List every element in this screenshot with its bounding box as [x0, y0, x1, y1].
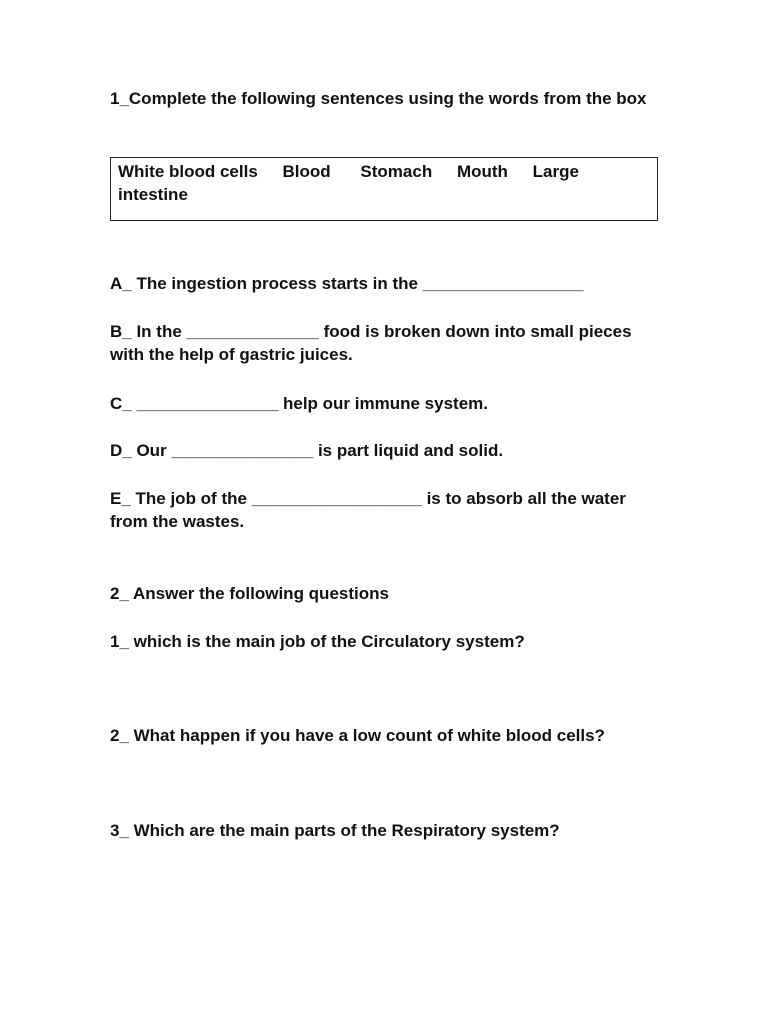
sentence-a: A_ The ingestion process starts in the _________________ — [110, 274, 584, 293]
word-stomach: Stomach — [360, 162, 433, 181]
word-box — [110, 157, 658, 221]
sentence-d: D_ Our _______________ is part liquid and solid. — [110, 441, 504, 460]
sentence-e: E_ The job of the __________________ is to absorb all the water from the wastes. — [110, 489, 626, 531]
question-3: 3_ Which are the main parts of the Respiratory system? — [110, 821, 560, 840]
word-white-blood-cells: White blood cells — [118, 162, 258, 181]
section2-title: 2_ Answer the following questions — [110, 584, 389, 603]
sentence-c: C_ _______________ help our immune system. — [110, 394, 488, 413]
section1-title: 1_Complete the following sentences using the words from the box — [110, 89, 647, 108]
word-blood: Blood — [282, 162, 331, 181]
question-2: 2_ What happen if you have a low count of white blood cells? — [110, 726, 605, 745]
word-mouth: Mouth — [456, 162, 508, 181]
word-large-intestine: Large intestine — [118, 162, 579, 204]
question-1: 1_ which is the main job of the Circulatory system? — [110, 632, 525, 651]
sentence-b: B_ In the ______________ food is broken down into small pieces with the help of gastric juices. — [110, 322, 632, 364]
